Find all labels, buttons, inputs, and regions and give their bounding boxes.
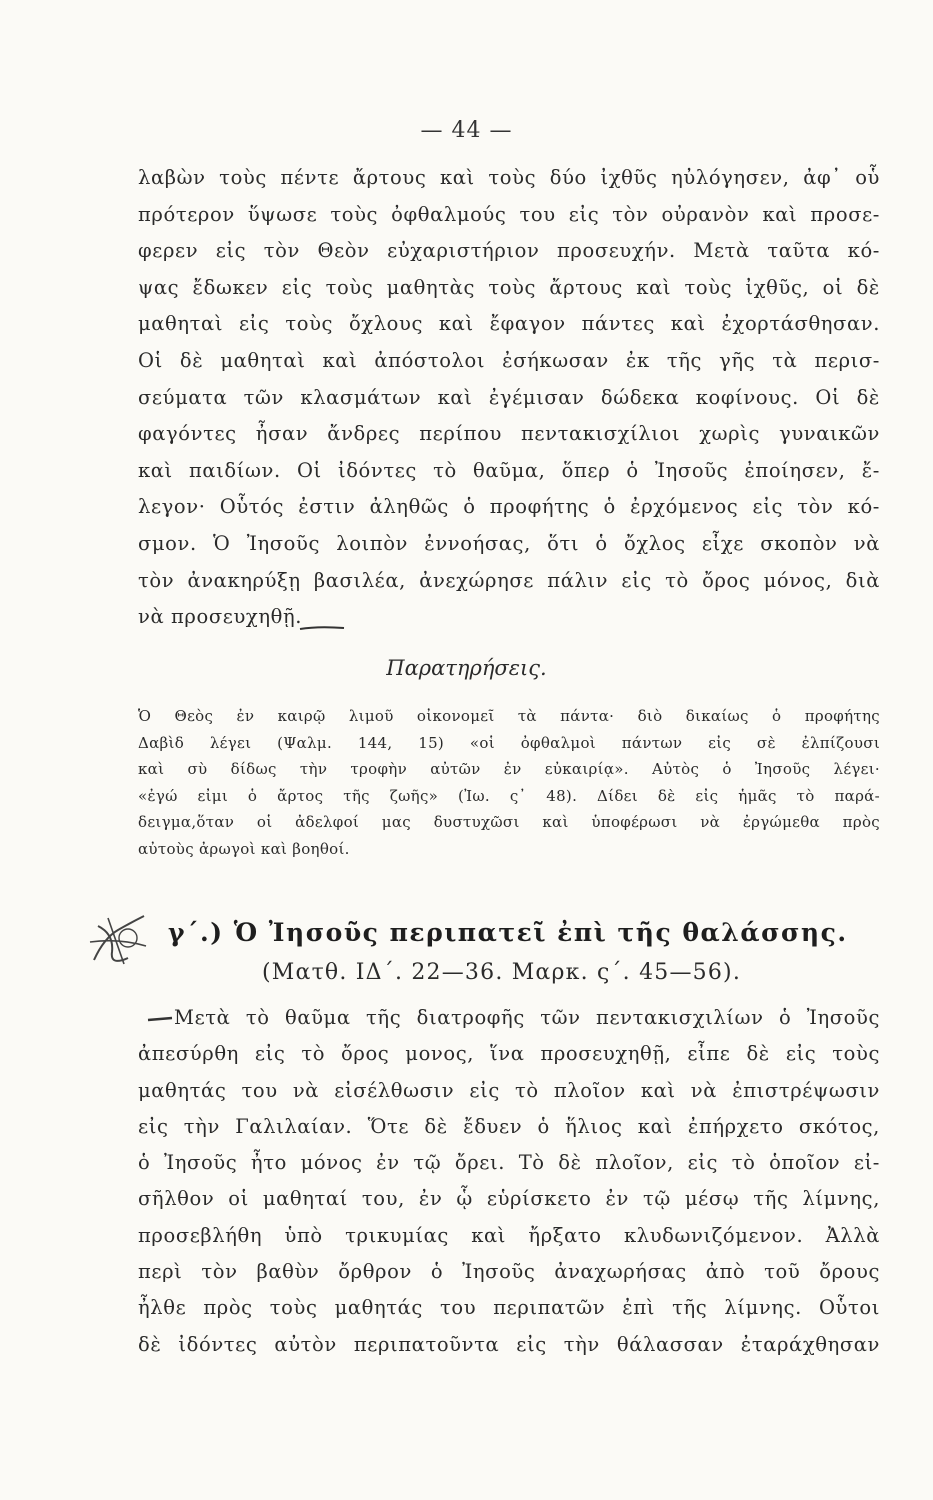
text-line: πρότερον ὕψωσε τοὺς ὀφθαλμούς του εἰς τὸν οὐρανὸν καὶ προσε- [138, 202, 880, 226]
page-number: — 44 — [420, 118, 513, 143]
section-title: γ΄.) Ὁ Ἰησοῦς περιπατεῖ ἐπὶ τῆς θαλάσσης. [168, 918, 848, 947]
notes-heading: Παρατηρήσεις. [386, 656, 547, 680]
text-line: σεύματα τῶν κλασμάτων καὶ ἐγέμισαν δώδεκα κοφίνους. Οἱ δὲ [138, 385, 880, 409]
text-line: εἰς τὴν Γαλιλαίαν. Ὅτε δὲ ἔδυεν ὁ ἥλιος καὶ ἐπήρχετο σκότος, [138, 1114, 880, 1138]
text-line: λαβὼν τοὺς πέντε ἄρτους καὶ τοὺς δύο ἰχθῦς ηὐλόγησεν, ἀφ᾽ οὗ [138, 166, 880, 189]
text-line: τὸν ἀνακηρύξῃ βασιλέα, ἀνεχώρησε πάλιν εἰς τὸ ὄρος μόνος, διὰ [138, 568, 880, 592]
paragraph-1 [138, 160, 880, 636]
pen-dash-mark [298, 622, 346, 634]
text-line: μαθηταὶ εἰς τοὺς ὄχλους καὶ ἔφαγον πάντες καὶ ἐχορτάσθησαν. [138, 312, 880, 336]
text-line: νὰ προσευχηθῇ. [138, 605, 303, 629]
text-line: Οἱ δὲ μαθηταὶ καὶ ἀπόστολοι ἐσήκωσαν ἐκ τῆς γῆς τὰ περισ- [138, 348, 880, 372]
text-line: ὁ Ἰησοῦς ἦτο μόνος ἐν τῷ ὄρει. Τὸ δὲ πλοῖον, εἰς τὸ ὁποῖον εἰ- [138, 1151, 880, 1175]
text-line: Μετὰ τὸ θαῦμα τῆς διατροφῆς τῶν πεντακισχιλίων ὁ Ἰησοῦς [174, 1006, 880, 1029]
note-line: δειγμα,ὅταν οἱ ἀδελφοί μας δυστυχῶσι καὶ ὑποφέρωσι νὰ ἐργώμεθα πρὸς [138, 813, 880, 832]
handwritten-mark [84, 908, 154, 970]
notes-block [138, 703, 880, 863]
paragraph-2 [138, 1000, 880, 1363]
note-line: αὐτοὺς ἀρωγοὶ καὶ βοηθοί. [138, 839, 350, 858]
text-line: προσεβλήθη ὑπὸ τρικυμίας καὶ ἤρξατο κλυδωνιζόμενον. Ἀλλὰ [138, 1223, 880, 1247]
text-line: φερεν εἰς τὸν Θεὸν εὐχαριστήριον προσευχήν. Μετὰ ταῦτα κό- [138, 239, 880, 263]
text-line: ἀπεσύρθη εἰς τὸ ὄρος μονος, ἵνα προσευχηθῇ, εἶπε δὲ εἰς τοὺς [138, 1042, 880, 1066]
text-line: σμον. Ὁ Ἰησοῦς λοιπὸν ἐννοήσας, ὅτι ὁ ὄχλος εἶχε σκοπὸν νὰ [138, 531, 880, 555]
note-line: Ὁ Θεὸς ἐν καιρῷ λιμοῦ οἰκονομεῖ τὰ πάντα· διὸ δικαίως ὁ προφήτης [138, 707, 880, 725]
section-reference: (Ματθ. ΙΔ΄. 22—36. Μαρκ. ς΄. 45—56). [262, 960, 742, 985]
text-line: ἦλθε πρὸς τοὺς μαθητάς του περιπατῶν ἐπὶ τῆς λίμνης. Οὗτοι [138, 1296, 880, 1320]
note-line: Δαβὶδ λέγει (Ψαλμ. 144, 15) «οἱ ὀφθαλμοὶ πάντων εἰς σὲ ἐλπίζουσι [138, 733, 880, 752]
text-line: σῆλθον οἱ μαθηταί του, ἐν ᾧ εὑρίσκετο ἐν τῷ μέσῳ τῆς λίμνης, [138, 1187, 880, 1211]
note-line: «ἐγώ εἰμι ὁ ἄρτος τῆς ζωῆς» (Ἰω. ς᾽ 48). Δίδει δὲ εἰς ἡμᾶς τὸ παρά- [138, 786, 880, 805]
note-line: καὶ σὺ δίδως τὴν τροφὴν αὐτῶν ἐν εὐκαιρίᾳ». Αὐτὸς ὁ Ἰησοῦς λέγει· [138, 760, 880, 779]
text-line: φαγόντες ἦσαν ἄνδρες περίπου πεντακισχίλιοι χωρὶς γυναικῶν [138, 422, 880, 446]
text-line: λεγον· Οὗτός ἐστιν ἀληθῶς ὁ προφήτης ὁ ἐρχόμενος εἰς τὸν κό- [138, 495, 880, 519]
text-line: περὶ τὸν βαθὺν ὄρθρον ὁ Ἰησοῦς ἀναχωρήσας ἀπὸ τοῦ ὄρους [138, 1260, 880, 1284]
text-line: μαθητάς του νὰ εἰσέλθωσιν εἰς τὸ πλοῖον καὶ νὰ ἐπιστρέψωσιν [138, 1078, 880, 1102]
text-line: δὲ ἰδόντες αὐτὸν περιπατοῦντα εἰς τὴν θάλασσαν ἐταράχθησαν [138, 1332, 880, 1356]
text-line: καὶ παιδίων. Οἱ ἰδόντες τὸ θαῦμα, ὅπερ ὁ Ἰησοῦς ἐποίησεν, ἔ- [138, 458, 880, 482]
text-line: ψας ἔδωκεν εἰς τοὺς μαθητὰς τοὺς ἄρτους καὶ τοὺς ἰχθῦς, οἱ δὲ [138, 275, 880, 299]
